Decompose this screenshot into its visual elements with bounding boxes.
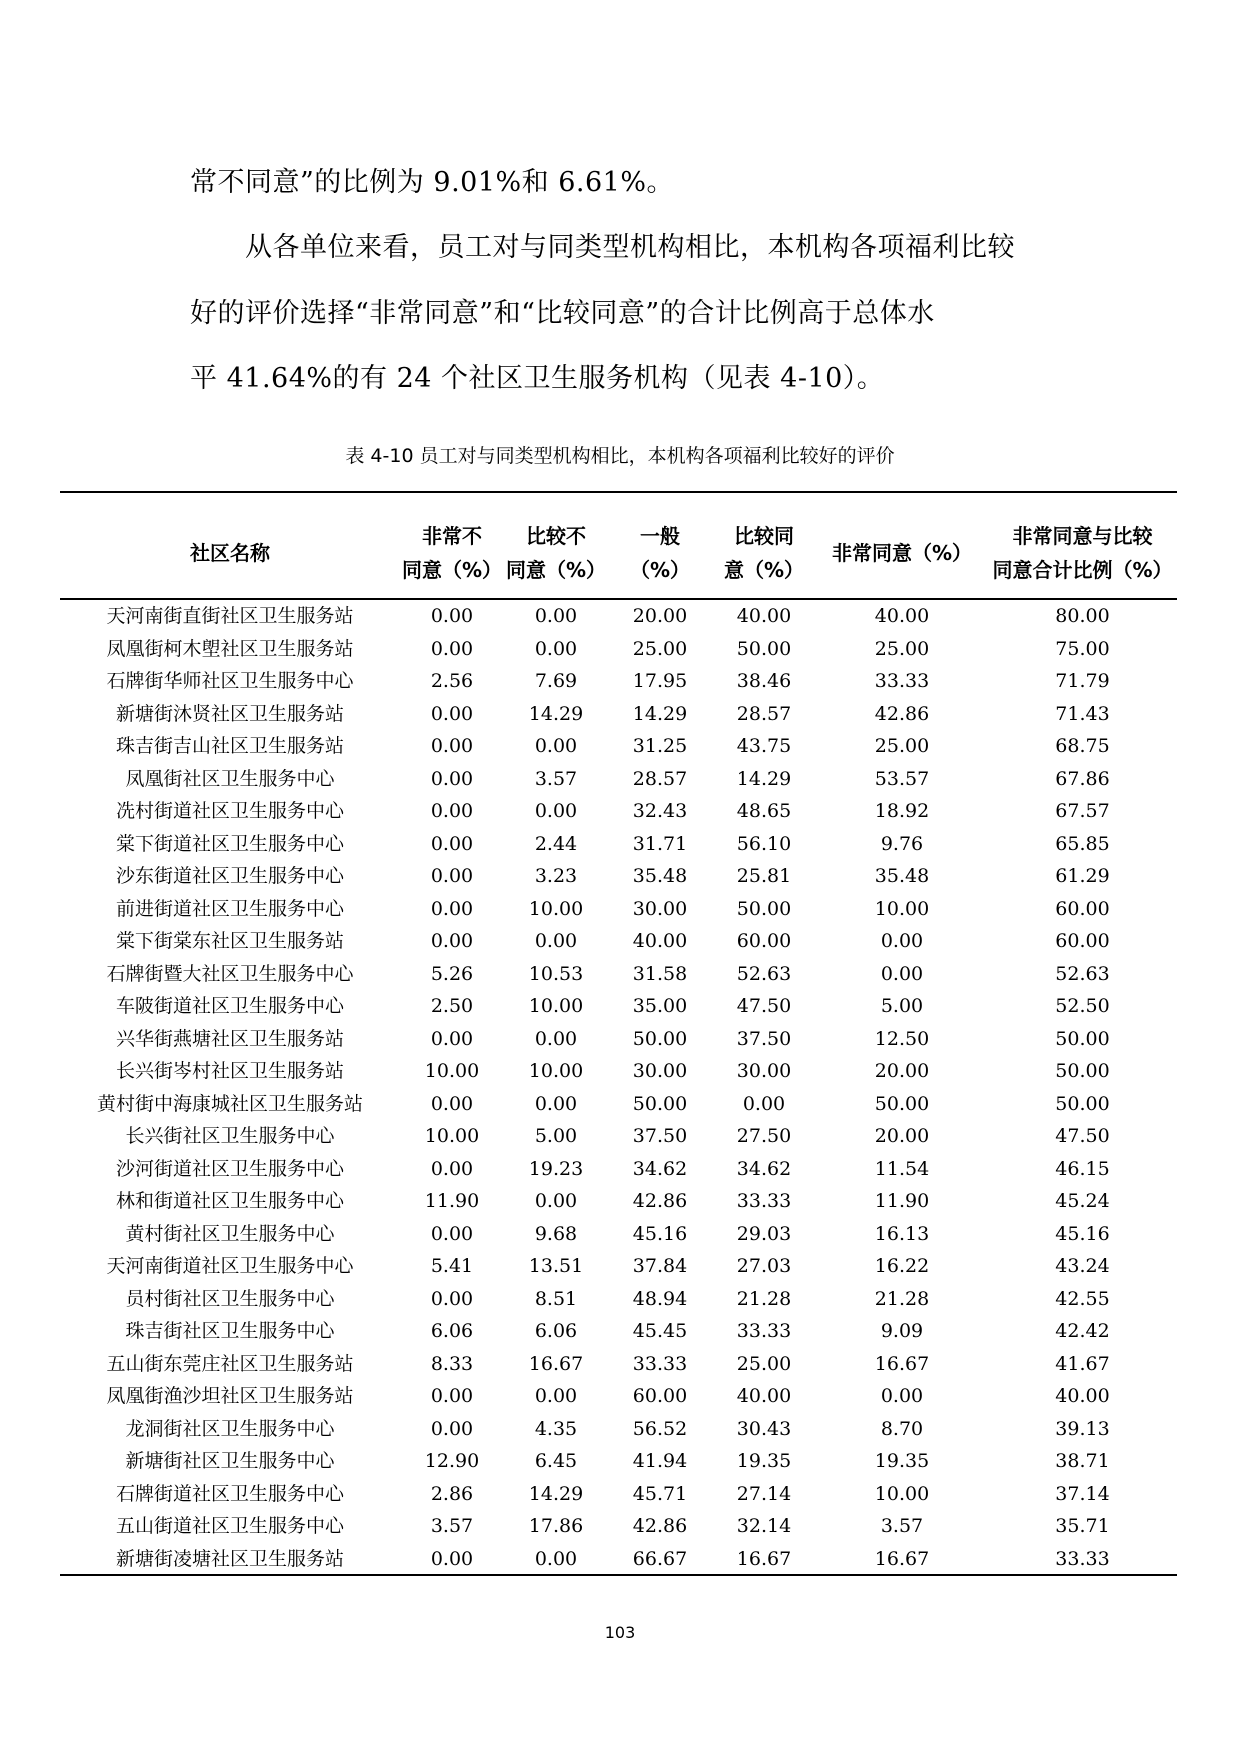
- header-neutral: 一般 （%）: [629, 524, 691, 582]
- cell-strongly-disagree: 0.00: [430, 1027, 474, 1050]
- cell-somewhat-disagree: 8.51: [534, 1287, 578, 1310]
- table-row: [0, 958, 1240, 991]
- cell-neutral: 32.43: [632, 800, 688, 822]
- cell-somewhat-agree: 14.29: [736, 767, 792, 790]
- cell-strongly-agree: 9.76: [880, 832, 924, 855]
- cell-combined-agree: 35.71: [1055, 1515, 1110, 1537]
- paragraph-line-3: 好的评价选择“非常同意”和“比较同意”的合计比例高于总体水: [190, 298, 935, 329]
- cell-somewhat-disagree: 0.00: [534, 1190, 578, 1212]
- cell-somewhat-disagree: 6.45: [534, 1450, 578, 1472]
- cell-somewhat-agree: 25.81: [736, 865, 792, 887]
- table-row: [0, 1218, 1240, 1251]
- cell-community-name: 黄村街社区卫生服务中心: [125, 1222, 335, 1245]
- cell-strongly-disagree: 8.33: [430, 1352, 474, 1375]
- cell-neutral: 37.84: [632, 1255, 688, 1277]
- table-row: [0, 1185, 1240, 1218]
- cell-strongly-disagree: 0.00: [430, 702, 474, 725]
- cell-community-name: 沙河街道社区卫生服务中心: [115, 1157, 344, 1180]
- cell-neutral: 40.00: [632, 930, 688, 952]
- cell-combined-agree: 75.00: [1055, 637, 1110, 660]
- cell-community-name: 新塘街沐贤社区卫生服务站: [115, 702, 344, 725]
- cell-strongly-agree: 16.13: [874, 1222, 930, 1245]
- cell-community-name: 沙东街道社区卫生服务中心: [115, 865, 344, 887]
- table-row: [0, 1250, 1240, 1283]
- cell-combined-agree: 37.14: [1055, 1482, 1110, 1505]
- cell-somewhat-disagree: 16.67: [528, 1352, 584, 1375]
- cell-somewhat-agree: 56.10: [736, 832, 792, 855]
- cell-strongly-disagree: 0.00: [430, 1092, 474, 1115]
- table-row: [0, 1510, 1240, 1543]
- cell-somewhat-disagree: 2.44: [534, 832, 578, 855]
- cell-combined-agree: 40.00: [1055, 1385, 1110, 1407]
- table-body: [0, 600, 1240, 1575]
- cell-somewhat-disagree: 10.00: [528, 1060, 584, 1082]
- cell-strongly-disagree: 0.00: [430, 637, 474, 660]
- cell-strongly-disagree: 11.90: [424, 1190, 480, 1212]
- table-row: [0, 1543, 1240, 1576]
- cell-neutral: 31.58: [632, 962, 688, 985]
- cell-somewhat-agree: 43.75: [736, 735, 792, 757]
- cell-strongly-disagree: 5.26: [430, 962, 474, 985]
- cell-somewhat-agree: 34.62: [736, 1157, 792, 1180]
- cell-neutral: 17.95: [632, 670, 688, 692]
- cell-combined-agree: 33.33: [1055, 1547, 1110, 1570]
- cell-combined-agree: 50.00: [1055, 1060, 1110, 1082]
- cell-somewhat-disagree: 7.69: [534, 670, 578, 692]
- cell-combined-agree: 68.75: [1055, 735, 1110, 757]
- cell-neutral: 45.71: [632, 1482, 688, 1505]
- cell-somewhat-disagree: 0.00: [534, 800, 578, 822]
- cell-combined-agree: 45.16: [1055, 1222, 1110, 1245]
- cell-community-name: 凤凰街渔沙坦社区卫生服务站: [106, 1385, 354, 1407]
- cell-somewhat-agree: 32.14: [736, 1515, 792, 1537]
- cell-strongly-disagree: 0.00: [430, 865, 474, 887]
- cell-community-name: 棠下街道社区卫生服务中心: [115, 832, 344, 855]
- cell-strongly-agree: 19.35: [874, 1450, 930, 1472]
- cell-neutral: 42.86: [632, 1515, 688, 1537]
- cell-neutral: 42.86: [632, 1190, 688, 1212]
- cell-somewhat-agree: 27.03: [736, 1255, 792, 1277]
- cell-strongly-agree: 11.54: [874, 1157, 930, 1180]
- paragraph-line-4: 平 41.64%的有 24 个社区卫生服务机构（见表 4-10）。: [190, 363, 885, 394]
- table-caption: 表 4-10 员工对与同类型机构相比，本机构各项福利比较好的评价: [345, 445, 895, 467]
- cell-somewhat-disagree: 14.29: [528, 702, 584, 725]
- cell-strongly-agree: 16.67: [874, 1547, 930, 1570]
- table-row: [0, 893, 1240, 926]
- cell-strongly-disagree: 0.00: [430, 800, 474, 822]
- cell-somewhat-agree: 37.50: [736, 1027, 792, 1050]
- table-row: [0, 1153, 1240, 1186]
- cell-strongly-agree: 18.92: [874, 800, 930, 822]
- cell-community-name: 员村街社区卫生服务中心: [125, 1287, 335, 1310]
- table-row: [0, 1120, 1240, 1153]
- cell-community-name: 五山街东莞庄社区卫生服务站: [106, 1352, 354, 1375]
- cell-somewhat-agree: 40.00: [736, 605, 792, 627]
- cell-neutral: 30.00: [632, 897, 688, 920]
- paragraph-line-2: 从各单位来看，员工对与同类型机构相比，本机构各项福利比较: [190, 232, 1015, 263]
- cell-combined-agree: 61.29: [1055, 865, 1110, 887]
- cell-strongly-agree: 53.57: [874, 767, 930, 790]
- cell-strongly-agree: 25.00: [874, 637, 930, 660]
- cell-strongly-agree: 33.33: [874, 670, 930, 692]
- cell-strongly-agree: 21.28: [874, 1287, 930, 1310]
- cell-somewhat-disagree: 0.00: [534, 1547, 578, 1570]
- cell-somewhat-disagree: 0.00: [534, 1385, 578, 1407]
- cell-community-name: 长兴街社区卫生服务中心: [125, 1125, 335, 1147]
- cell-community-name: 凤凰街社区卫生服务中心: [125, 767, 335, 790]
- cell-strongly-disagree: 2.50: [430, 995, 474, 1017]
- table-row: [0, 633, 1240, 666]
- table-row: [0, 860, 1240, 893]
- cell-strongly-agree: 0.00: [880, 930, 924, 952]
- cell-neutral: 34.62: [632, 1157, 688, 1180]
- table-top-rule: [60, 491, 1177, 493]
- cell-community-name: 珠吉街社区卫生服务中心: [125, 1320, 335, 1342]
- cell-strongly-disagree: 0.00: [430, 1417, 474, 1440]
- cell-combined-agree: 60.00: [1055, 897, 1110, 920]
- cell-somewhat-disagree: 6.06: [534, 1320, 578, 1342]
- cell-combined-agree: 50.00: [1055, 1092, 1110, 1115]
- table-row: [0, 1055, 1240, 1088]
- table-row: [0, 1283, 1240, 1316]
- cell-somewhat-disagree: 13.51: [528, 1255, 584, 1277]
- cell-combined-agree: 42.55: [1055, 1287, 1110, 1310]
- cell-community-name: 石牌街暨大社区卫生服务中心: [106, 962, 354, 985]
- cell-strongly-disagree: 0.00: [430, 1222, 474, 1245]
- cell-community-name: 天河南街直街社区卫生服务站: [106, 605, 354, 627]
- cell-somewhat-disagree: 10.00: [528, 995, 584, 1017]
- cell-combined-agree: 52.63: [1055, 962, 1110, 985]
- cell-community-name: 棠下街棠东社区卫生服务站: [115, 930, 344, 952]
- cell-somewhat-agree: 52.63: [736, 962, 792, 985]
- cell-neutral: 28.57: [632, 767, 688, 790]
- cell-neutral: 35.00: [632, 995, 688, 1017]
- cell-strongly-disagree: 0.00: [430, 1287, 474, 1310]
- cell-somewhat-agree: 28.57: [736, 702, 792, 725]
- cell-strongly-agree: 35.48: [874, 865, 930, 887]
- cell-somewhat-agree: 33.33: [736, 1320, 792, 1342]
- cell-strongly-agree: 40.00: [874, 605, 930, 627]
- cell-neutral: 66.67: [632, 1547, 688, 1570]
- cell-combined-agree: 45.24: [1055, 1190, 1110, 1212]
- table-row: [0, 1478, 1240, 1511]
- cell-strongly-agree: 10.00: [874, 897, 930, 920]
- cell-strongly-disagree: 6.06: [430, 1320, 474, 1342]
- header-combined-agree: 非常同意与比较 同意合计比例（%）: [992, 524, 1173, 582]
- cell-strongly-disagree: 0.00: [430, 605, 474, 627]
- table-row: [0, 665, 1240, 698]
- cell-strongly-agree: 20.00: [874, 1125, 930, 1147]
- cell-strongly-agree: 5.00: [880, 995, 924, 1017]
- cell-strongly-disagree: 0.00: [430, 735, 474, 757]
- cell-strongly-disagree: 0.00: [430, 1157, 474, 1180]
- cell-somewhat-agree: 50.00: [736, 637, 792, 660]
- cell-strongly-agree: 3.57: [880, 1515, 924, 1537]
- header-strongly-agree: 非常同意（%）: [831, 541, 973, 565]
- cell-combined-agree: 52.50: [1055, 995, 1110, 1017]
- cell-somewhat-disagree: 3.23: [534, 865, 578, 887]
- cell-combined-agree: 50.00: [1055, 1027, 1110, 1050]
- cell-community-name: 新塘街凌塘社区卫生服务站: [115, 1547, 344, 1570]
- cell-somewhat-disagree: 0.00: [534, 1027, 578, 1050]
- cell-strongly-disagree: 5.41: [430, 1255, 474, 1277]
- cell-strongly-disagree: 0.00: [430, 767, 474, 790]
- cell-strongly-agree: 12.50: [874, 1027, 930, 1050]
- cell-combined-agree: 67.86: [1055, 767, 1110, 790]
- header-strongly-disagree: 非常不 同意（%）: [401, 524, 503, 582]
- cell-strongly-agree: 8.70: [880, 1417, 924, 1440]
- cell-strongly-agree: 25.00: [874, 735, 930, 757]
- cell-community-name: 林和街道社区卫生服务中心: [115, 1190, 344, 1212]
- cell-combined-agree: 39.13: [1055, 1417, 1110, 1440]
- cell-strongly-agree: 50.00: [874, 1092, 930, 1115]
- cell-somewhat-disagree: 9.68: [534, 1222, 578, 1245]
- header-somewhat-agree: 比较同 意（%）: [723, 524, 805, 582]
- cell-strongly-disagree: 0.00: [430, 897, 474, 920]
- cell-somewhat-agree: 21.28: [736, 1287, 792, 1310]
- cell-somewhat-agree: 0.00: [742, 1092, 786, 1115]
- cell-combined-agree: 42.42: [1055, 1320, 1110, 1342]
- cell-neutral: 50.00: [632, 1092, 688, 1115]
- table-row: [0, 1445, 1240, 1478]
- table-row: [0, 925, 1240, 958]
- cell-somewhat-disagree: 0.00: [534, 605, 578, 627]
- cell-community-name: 五山街道社区卫生服务中心: [115, 1515, 344, 1537]
- cell-strongly-agree: 20.00: [874, 1060, 930, 1082]
- cell-somewhat-agree: 19.35: [736, 1450, 792, 1472]
- cell-neutral: 30.00: [632, 1060, 688, 1082]
- cell-somewhat-disagree: 10.00: [528, 897, 584, 920]
- paragraph-line-1: 常不同意”的比例为 9.01%和 6.61%。: [190, 167, 675, 198]
- cell-somewhat-disagree: 0.00: [534, 735, 578, 757]
- table-row: [0, 1023, 1240, 1056]
- cell-neutral: 50.00: [632, 1027, 688, 1050]
- cell-somewhat-disagree: 10.53: [528, 962, 584, 985]
- cell-strongly-disagree: 3.57: [430, 1515, 474, 1537]
- cell-community-name: 新塘街社区卫生服务中心: [125, 1450, 335, 1472]
- cell-somewhat-agree: 50.00: [736, 897, 792, 920]
- cell-strongly-disagree: 0.00: [430, 1547, 474, 1570]
- cell-combined-agree: 65.85: [1055, 832, 1110, 855]
- cell-combined-agree: 47.50: [1055, 1125, 1110, 1147]
- header-somewhat-disagree: 比较不 同意（%）: [505, 524, 607, 582]
- cell-community-name: 龙洞街社区卫生服务中心: [125, 1417, 335, 1440]
- table-row: [0, 795, 1240, 828]
- cell-somewhat-disagree: 0.00: [534, 637, 578, 660]
- cell-neutral: 20.00: [632, 605, 688, 627]
- cell-strongly-agree: 42.86: [874, 702, 930, 725]
- cell-community-name: 兴华街燕塘社区卫生服务站: [115, 1027, 344, 1050]
- cell-somewhat-disagree: 14.29: [528, 1482, 584, 1505]
- cell-community-name: 石牌街道社区卫生服务中心: [115, 1482, 344, 1505]
- cell-combined-agree: 71.43: [1055, 702, 1110, 725]
- cell-community-name: 长兴街岑村社区卫生服务站: [115, 1060, 344, 1082]
- cell-somewhat-disagree: 0.00: [534, 930, 578, 952]
- cell-neutral: 35.48: [632, 865, 688, 887]
- cell-combined-agree: 46.15: [1055, 1157, 1110, 1180]
- cell-neutral: 48.94: [632, 1287, 688, 1310]
- cell-community-name: 黄村街中海康城社区卫生服务站: [96, 1092, 363, 1115]
- cell-somewhat-agree: 27.14: [736, 1482, 792, 1505]
- cell-combined-agree: 43.24: [1055, 1255, 1110, 1277]
- cell-community-name: 石牌街华师社区卫生服务中心: [106, 670, 354, 692]
- cell-strongly-agree: 11.90: [874, 1190, 930, 1212]
- cell-somewhat-agree: 33.33: [736, 1190, 792, 1212]
- table-row: [0, 990, 1240, 1023]
- cell-community-name: 冼村街道社区卫生服务中心: [115, 800, 344, 822]
- cell-somewhat-agree: 48.65: [736, 800, 792, 822]
- page-number: 103: [604, 1623, 636, 1642]
- cell-neutral: 31.25: [632, 735, 688, 757]
- cell-community-name: 珠吉街吉山社区卫生服务站: [115, 735, 344, 757]
- cell-neutral: 14.29: [632, 702, 688, 725]
- cell-somewhat-agree: 60.00: [736, 930, 792, 952]
- cell-neutral: 45.45: [632, 1320, 688, 1342]
- cell-somewhat-agree: 30.43: [736, 1417, 792, 1440]
- cell-neutral: 37.50: [632, 1125, 688, 1147]
- cell-somewhat-agree: 27.50: [736, 1125, 792, 1147]
- cell-somewhat-agree: 47.50: [736, 995, 792, 1017]
- cell-community-name: 天河南街道社区卫生服务中心: [106, 1255, 354, 1277]
- cell-neutral: 31.71: [632, 832, 688, 855]
- cell-somewhat-agree: 16.67: [736, 1547, 792, 1570]
- cell-strongly-agree: 0.00: [880, 1385, 924, 1407]
- cell-strongly-disagree: 0.00: [430, 930, 474, 952]
- cell-strongly-agree: 16.67: [874, 1352, 930, 1375]
- cell-somewhat-disagree: 17.86: [528, 1515, 584, 1537]
- table-row: [0, 600, 1240, 633]
- cell-combined-agree: 80.00: [1055, 605, 1110, 627]
- cell-somewhat-disagree: 19.23: [528, 1157, 584, 1180]
- cell-somewhat-agree: 29.03: [736, 1222, 792, 1245]
- cell-somewhat-disagree: 5.00: [534, 1125, 578, 1147]
- cell-neutral: 60.00: [632, 1385, 688, 1407]
- cell-neutral: 33.33: [632, 1352, 688, 1375]
- table-row: [0, 763, 1240, 796]
- table-row: [0, 730, 1240, 763]
- cell-strongly-disagree: 0.00: [430, 1385, 474, 1407]
- cell-combined-agree: 41.67: [1055, 1352, 1110, 1375]
- cell-strongly-disagree: 2.86: [430, 1482, 474, 1505]
- cell-combined-agree: 60.00: [1055, 930, 1110, 952]
- cell-strongly-disagree: 0.00: [430, 832, 474, 855]
- table-row: [0, 1088, 1240, 1121]
- table-row: [0, 1380, 1240, 1413]
- table-row: [0, 828, 1240, 861]
- cell-somewhat-disagree: 3.57: [534, 767, 578, 790]
- cell-neutral: 56.52: [632, 1417, 688, 1440]
- cell-neutral: 41.94: [632, 1450, 688, 1472]
- table-row: [0, 1348, 1240, 1381]
- cell-strongly-agree: 16.22: [874, 1255, 930, 1277]
- table-row: [0, 698, 1240, 731]
- cell-combined-agree: 38.71: [1055, 1450, 1110, 1472]
- header-community-name: 社区名称: [190, 541, 270, 565]
- cell-strongly-disagree: 12.90: [424, 1450, 480, 1472]
- cell-strongly-disagree: 2.56: [430, 670, 474, 692]
- cell-combined-agree: 67.57: [1055, 800, 1110, 822]
- cell-somewhat-disagree: 0.00: [534, 1092, 578, 1115]
- cell-strongly-agree: 9.09: [880, 1320, 924, 1342]
- cell-somewhat-agree: 25.00: [736, 1352, 792, 1375]
- cell-neutral: 45.16: [632, 1222, 688, 1245]
- cell-strongly-disagree: 10.00: [424, 1125, 480, 1147]
- cell-somewhat-disagree: 4.35: [534, 1417, 578, 1440]
- cell-strongly-agree: 10.00: [874, 1482, 930, 1505]
- table-row: [0, 1315, 1240, 1348]
- cell-combined-agree: 71.79: [1055, 670, 1110, 692]
- cell-strongly-agree: 0.00: [880, 962, 924, 985]
- cell-neutral: 25.00: [632, 637, 688, 660]
- cell-strongly-disagree: 10.00: [424, 1060, 480, 1082]
- cell-community-name: 前进街道社区卫生服务中心: [115, 897, 344, 920]
- cell-somewhat-agree: 38.46: [736, 670, 792, 692]
- cell-community-name: 凤凰街柯木塱社区卫生服务站: [106, 637, 354, 660]
- table-row: [0, 1413, 1240, 1446]
- cell-somewhat-agree: 40.00: [736, 1385, 792, 1407]
- cell-somewhat-agree: 30.00: [736, 1060, 792, 1082]
- cell-community-name: 车陂街道社区卫生服务中心: [115, 995, 344, 1017]
